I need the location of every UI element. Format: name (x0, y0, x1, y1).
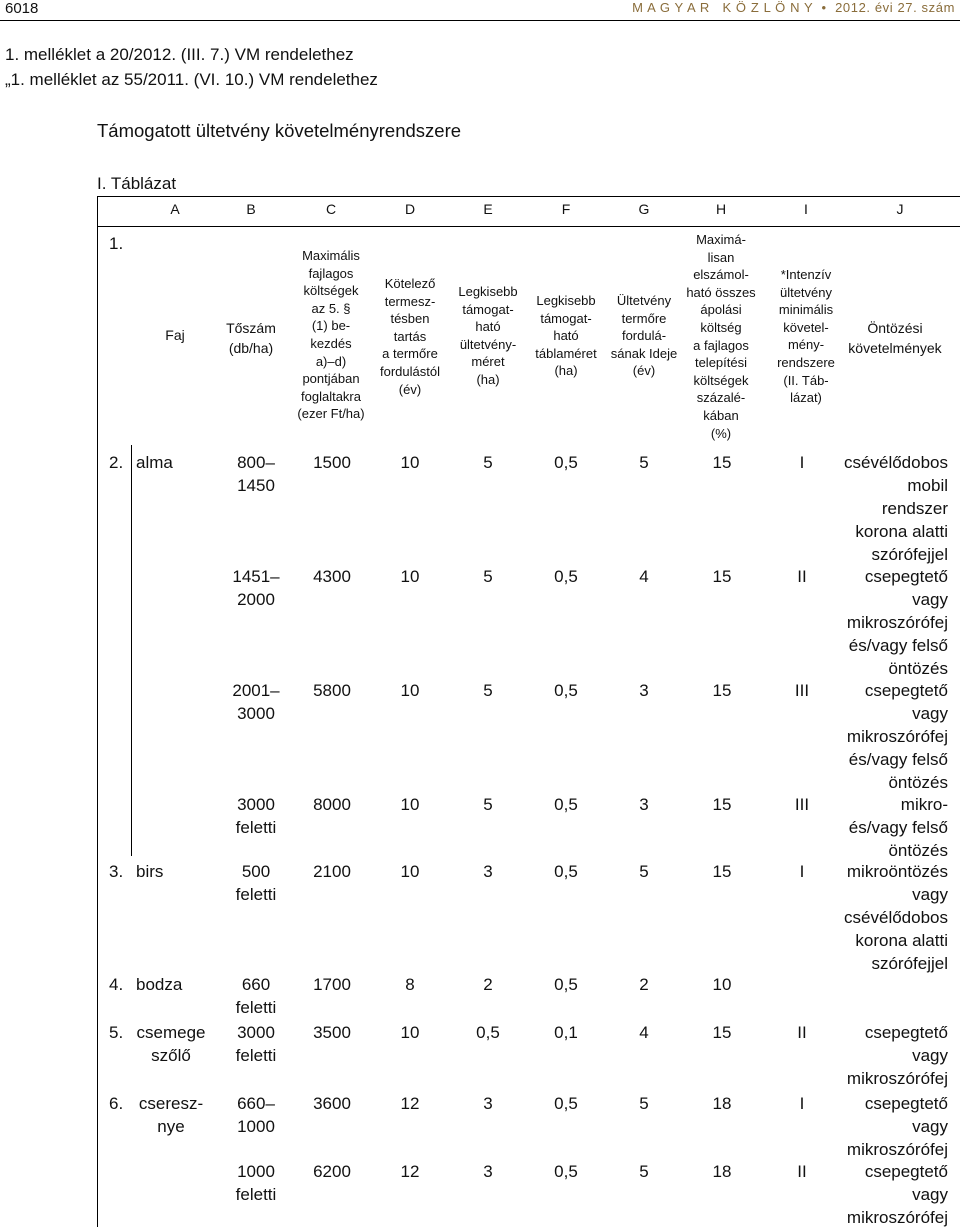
cell-g: 4 (639, 1023, 649, 1042)
cell-g: 5 (639, 862, 649, 881)
document-title: Támogatott ültetvény követelményrendszere (97, 120, 462, 141)
column-letter-i: I (804, 201, 808, 217)
plant-density: 3000 feletti (235, 795, 277, 837)
cell-i: I (799, 862, 805, 881)
table-left-border (97, 196, 98, 1227)
plant-density: 660 feletti (235, 975, 277, 1017)
annex-line-2: „1. melléklet az 55/2011. (VI. 10.) VM rendelethez (5, 70, 378, 89)
journal-title: M A G Y A R K Ö Z L Ö N Y • 2012. évi 27. szám (632, 0, 955, 15)
cell-i: II (797, 1162, 807, 1181)
cell-h: 15 (712, 1023, 732, 1042)
cell-h: 15 (712, 453, 732, 472)
cell-e: 5 (483, 567, 493, 586)
cell-e: 0,5 (476, 1023, 500, 1042)
table-top-border (97, 196, 960, 197)
cell-h: 18 (712, 1094, 732, 1113)
header-kotelezo: Kötelező termesz- tésben tartás a termőre fordulástól (év) (380, 276, 440, 397)
cell-h: 15 (712, 862, 732, 881)
cell-g: 5 (639, 1162, 649, 1181)
row-number: 2. (109, 453, 124, 472)
header-ultetvenymeret: Legkisebb támogat- ható ültetvény- méret (ha) (458, 284, 518, 387)
cell-e: 5 (483, 795, 493, 814)
cell-f: 0,5 (554, 567, 578, 586)
cell-g: 5 (639, 1094, 649, 1113)
cell-c: 6200 (313, 1162, 351, 1181)
cell-g: 3 (639, 795, 649, 814)
cell-d: 8 (405, 975, 415, 994)
cell-c: 5800 (313, 681, 351, 700)
plant-density: 2001– 3000 (232, 681, 280, 723)
annex-line-1: 1. melléklet a 20/2012. (III. 7.) VM rendelethez (5, 45, 354, 64)
header-rule (0, 20, 960, 21)
cell-i: I (799, 453, 805, 472)
irrigation-requirement: mikro- és/vagy felső öntözés (848, 795, 948, 860)
cell-i: II (797, 567, 807, 586)
header-max-koltseg: Maximális fajlagos költségek az 5. § (1) be- kezdés a)–d) pontjában foglaltakra (ezer Ft/ha) (297, 248, 365, 422)
header-apolasi: Maximá- lisan elszámol- ható összes ápolási költség a fajlagos telepítési költségek százalé- kában (%) (686, 232, 756, 441)
cell-d: 10 (400, 453, 420, 472)
cell-d: 10 (400, 1023, 420, 1042)
page-number: 6018 (5, 0, 39, 17)
cell-h: 15 (712, 795, 732, 814)
column-letter-f: F (561, 201, 571, 217)
species-name: alma (136, 453, 173, 472)
species-name: cseresz- nye (138, 1094, 204, 1136)
column-letter-g: G (638, 201, 650, 217)
table-label: I. Táblázat (97, 174, 177, 193)
cell-i: II (797, 1023, 807, 1042)
cell-e: 3 (483, 1094, 493, 1113)
cell-f: 0,5 (554, 681, 578, 700)
header-tablameret: Legkisebb támogat- ható táblaméret (ha) (535, 293, 597, 379)
species-name: csemege szőlő (136, 1023, 206, 1065)
cell-d: 10 (400, 567, 420, 586)
plant-density: 1451– 2000 (232, 567, 280, 609)
cell-h: 10 (712, 975, 732, 994)
cell-c: 3600 (313, 1094, 351, 1113)
cell-d: 10 (400, 681, 420, 700)
cell-g: 4 (639, 567, 649, 586)
column-letter-e: E (483, 201, 493, 217)
cell-c: 1500 (313, 453, 351, 472)
irrigation-requirement: csepegtető vagy mikroszórófej (846, 1094, 948, 1159)
cell-c: 2100 (313, 862, 351, 881)
header-ontozesi: Öntözési követelmények (848, 320, 942, 356)
cell-g: 5 (639, 453, 649, 472)
cell-h: 15 (712, 681, 732, 700)
cell-c: 1700 (313, 975, 351, 994)
cell-d: 12 (400, 1162, 420, 1181)
column-letter-h: H (715, 201, 727, 217)
cell-e: 5 (483, 453, 493, 472)
column-letter-j: J (896, 201, 904, 217)
cell-i: I (799, 1094, 805, 1113)
column-letter-b: B (246, 201, 256, 217)
cell-c: 3500 (313, 1023, 351, 1042)
cell-c: 8000 (313, 795, 351, 814)
cell-e: 2 (483, 975, 493, 994)
cell-e: 3 (483, 1162, 493, 1181)
irrigation-requirement: mikroöntözés vagy csévélődobos korona alatti szórófejjel (844, 862, 948, 973)
header-intenziv: *Intenzív ültetvény minimális követel- mény- rendszere (II. Táb- lázat) (777, 267, 835, 406)
cell-g: 3 (639, 681, 649, 700)
cell-f: 0,5 (554, 862, 578, 881)
cell-f: 0,5 (554, 453, 578, 472)
cell-f: 0,5 (554, 795, 578, 814)
row-number: 6. (109, 1094, 124, 1113)
plant-density: 3000 feletti (235, 1023, 277, 1065)
plant-density: 800– 1450 (237, 453, 275, 495)
plant-density: 660– 1000 (237, 1094, 275, 1136)
header-row-number: 1. (109, 234, 124, 253)
column-letter-d: D (404, 201, 416, 217)
column-letters-rule (97, 226, 960, 227)
irrigation-requirement: csepegtető vagy mikroszórófej (846, 1162, 948, 1227)
header-faj: Faj (165, 327, 185, 343)
cell-f: 0,5 (554, 1094, 578, 1113)
cell-d: 10 (400, 795, 420, 814)
plant-density: 500 feletti (235, 862, 277, 904)
cell-h: 15 (712, 567, 732, 586)
cell-i: III (794, 681, 810, 700)
species-name: bodza (136, 975, 183, 994)
cell-h: 18 (712, 1162, 732, 1181)
cell-f: 0,1 (554, 1023, 578, 1042)
irrigation-requirement: csévélődobos mobil rendszer korona alatti szórófejjel (844, 453, 948, 564)
species-name: birs (136, 862, 164, 881)
header-toszam: Tőszám (db/ha) (226, 320, 276, 356)
cell-e: 5 (483, 681, 493, 700)
cell-d: 12 (400, 1094, 420, 1113)
cell-f: 0,5 (554, 1162, 578, 1181)
cell-d: 10 (400, 862, 420, 881)
plant-density: 1000 feletti (235, 1162, 277, 1204)
header-termore: Ültetvény termőre fordulá- sának Ideje (év) (610, 293, 678, 379)
cell-e: 3 (483, 862, 493, 881)
cell-g: 2 (639, 975, 649, 994)
row-number: 4. (109, 975, 124, 994)
irrigation-requirement: csepegtető vagy mikroszórófej és/vagy felső öntözés (846, 681, 948, 792)
row-number: 3. (109, 862, 124, 881)
alma-group-rule (131, 445, 132, 856)
irrigation-requirement: csepegtető vagy mikroszórófej (846, 1023, 948, 1088)
column-letter-a: A (170, 201, 180, 217)
cell-i: III (794, 795, 810, 814)
irrigation-requirement: csepegtető vagy mikroszórófej és/vagy felső öntözés (846, 567, 948, 678)
cell-f: 0,5 (554, 975, 578, 994)
row-number: 5. (109, 1023, 124, 1042)
column-letter-c: C (325, 201, 337, 217)
cell-c: 4300 (313, 567, 351, 586)
